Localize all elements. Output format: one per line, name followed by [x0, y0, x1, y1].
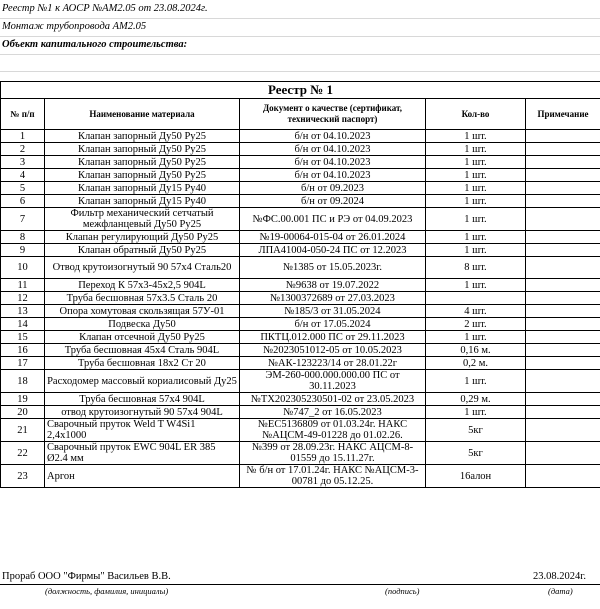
row-number: 18 [1, 370, 45, 393]
registry-table [0, 81, 600, 488]
material-name: Клапан запорный Ду15 Ру40 [45, 195, 240, 208]
quality-document: №1300372689 от 27.03.2023 [240, 292, 426, 305]
registry-table-body [1, 82, 600, 488]
table-title: Реестр № 1 [1, 82, 600, 99]
row-number: 8 [1, 231, 45, 244]
note-cell [526, 143, 600, 156]
material-name: Труба бесшовная 45х4 Сталь 904L [45, 344, 240, 357]
row-number: 22 [1, 442, 45, 465]
material-name: Клапан обратный Ду50 Ру25 [45, 244, 240, 257]
table-row [1, 257, 600, 279]
table-row [1, 318, 600, 331]
row-number: 16 [1, 344, 45, 357]
quality-document: б/н от 04.10.2023 [240, 143, 426, 156]
quantity: 1 шт. [426, 195, 526, 208]
quality-document: №АК-123223/14 от 28.01.22г [240, 357, 426, 370]
table-row [1, 156, 600, 169]
table-header-row [1, 99, 600, 130]
quantity: 1 шт. [426, 169, 526, 182]
material-name: Клапан регулирующий Ду50 Ру25 [45, 231, 240, 244]
column-header-document: Документ о качестве (сертификат, технический паспорт) [240, 99, 426, 130]
quality-document: ЛПА41004-050-24 ПС от 12.2023 [240, 244, 426, 257]
quality-document: №399 от 28.09.23г. НАКС АЦСМ-8-01559 до 15.11.27г. [240, 442, 426, 465]
quality-document: б/н от 09.2024 [240, 195, 426, 208]
row-number: 10 [1, 257, 45, 279]
row-number: 14 [1, 318, 45, 331]
signature-underline [0, 584, 600, 585]
note-cell [526, 257, 600, 279]
row-number: 7 [1, 208, 45, 231]
quality-document: №185/3 от 31.05.2024 [240, 305, 426, 318]
table-row [1, 292, 600, 305]
material-name: Опора хомутовая скользящая 57У-01 [45, 305, 240, 318]
table-row [1, 406, 600, 419]
row-number: 1 [1, 130, 45, 143]
quantity: 1 шт. [426, 331, 526, 344]
row-number: 20 [1, 406, 45, 419]
material-name: Сварочный пруток EWC 904L ER 385 Ø2.4 мм [45, 442, 240, 465]
table-row [1, 169, 600, 182]
note-cell [526, 419, 600, 442]
column-header-number: № п/п [1, 99, 45, 130]
quantity: 1 шт. [426, 130, 526, 143]
material-name: Клапан запорный Ду50 Ру25 [45, 130, 240, 143]
quality-document: № б/н от 17.01.24г. НАКС №АЦСМ-3-00781 до 05.12.25. [240, 465, 426, 488]
table-row [1, 143, 600, 156]
table-row [1, 231, 600, 244]
material-name: Подвеска Ду50 [45, 318, 240, 331]
quantity: 1 шт. [426, 156, 526, 169]
note-cell [526, 305, 600, 318]
row-number: 4 [1, 169, 45, 182]
material-name: Аргон [45, 465, 240, 488]
quantity: 1 шт. [426, 370, 526, 393]
row-number: 23 [1, 465, 45, 488]
material-name: Клапан запорный Ду50 Ру25 [45, 169, 240, 182]
note-cell [526, 244, 600, 257]
quantity: 5кг [426, 419, 526, 442]
row-number: 11 [1, 279, 45, 292]
quality-document: б/н от 04.10.2023 [240, 130, 426, 143]
note-cell [526, 318, 600, 331]
note-cell [526, 208, 600, 231]
quantity: 1 шт. [426, 208, 526, 231]
note-cell [526, 344, 600, 357]
row-number: 15 [1, 331, 45, 344]
caption-date: (дата) [548, 586, 573, 596]
material-name: Труба бесшовная 18х2 Ст 20 [45, 357, 240, 370]
note-cell [526, 393, 600, 406]
material-name: Труба бесшовная 57х4 904L [45, 393, 240, 406]
quality-document: №19-00064-015-04 от 26.01.2024 [240, 231, 426, 244]
note-cell [526, 182, 600, 195]
footer-date: 23.08.2024г. [533, 571, 586, 582]
table-row [1, 357, 600, 370]
quality-document: б/н от 04.10.2023 [240, 169, 426, 182]
note-cell [526, 195, 600, 208]
quantity: 2 шт. [426, 318, 526, 331]
row-number: 12 [1, 292, 45, 305]
quantity: 1 шт. [426, 279, 526, 292]
header-line-2: Монтаж трубопровода АМ2.05 [0, 18, 600, 37]
table-row [1, 305, 600, 318]
note-cell [526, 231, 600, 244]
quantity: 0,2 м. [426, 357, 526, 370]
quantity: 0,29 м. [426, 393, 526, 406]
quality-document: ПКТЦ.012.000 ПС от 29.11.2023 [240, 331, 426, 344]
caption-position: (должность, фамилия, инициалы) [45, 586, 169, 596]
table-row [1, 442, 600, 465]
quantity: 1 шт. [426, 143, 526, 156]
quantity: 1 шт. [426, 182, 526, 195]
table-row [1, 130, 600, 143]
note-cell [526, 279, 600, 292]
quality-document: б/н от 04.10.2023 [240, 156, 426, 169]
table-row [1, 419, 600, 442]
quality-document: №ЕС5136809 от 01.03.24г. НАКС №АЦСМ-49-01228 до 01.02.26. [240, 419, 426, 442]
quantity [426, 292, 526, 305]
column-header-quantity: Кол-во [426, 99, 526, 130]
row-number: 3 [1, 156, 45, 169]
row-number: 17 [1, 357, 45, 370]
row-number: 2 [1, 143, 45, 156]
quality-document: №2023051012-05 от 10.05.2023 [240, 344, 426, 357]
table-row [1, 244, 600, 257]
quality-document: б/н от 09.2023 [240, 182, 426, 195]
table-row [1, 195, 600, 208]
header-line-1: Реестр №1 к АОСР №АМ2.05 от 23.08.2024г. [0, 0, 600, 19]
table-row [1, 465, 600, 488]
material-name: Фильтр механический сетчатый межфланцевый Ду50 Ру25 [45, 208, 240, 231]
quality-document: №747_2 от 16.05.2023 [240, 406, 426, 419]
row-number: 6 [1, 195, 45, 208]
quality-document: б/н от 17.05.2024 [240, 318, 426, 331]
note-cell [526, 292, 600, 305]
table-row [1, 393, 600, 406]
column-header-material: Наименование материала [45, 99, 240, 130]
note-cell [526, 331, 600, 344]
material-name: Клапан запорный Ду15 Ру40 [45, 182, 240, 195]
material-name: Клапан запорный Ду50 Ру25 [45, 143, 240, 156]
table-row [1, 370, 600, 393]
quantity: 4 шт. [426, 305, 526, 318]
quality-document: №1385 от 15.05.2023г. [240, 257, 426, 279]
row-number: 13 [1, 305, 45, 318]
quality-document: №9638 от 19.07.2022 [240, 279, 426, 292]
material-name: Отвод крутоизогнутый 90 57х4 Сталь20 [45, 257, 240, 279]
row-number: 21 [1, 419, 45, 442]
quantity: 1 шт. [426, 244, 526, 257]
quantity: 1 шт. [426, 406, 526, 419]
material-name: Расходомер массовый кориалисовый Ду25 [45, 370, 240, 393]
material-name: Клапан отсечной Ду50 Ру25 [45, 331, 240, 344]
table-row [1, 208, 600, 231]
quantity: 16алон [426, 465, 526, 488]
material-name: Переход К 57х3-45х2,5 904L [45, 279, 240, 292]
note-cell [526, 442, 600, 465]
empty-grid-row [0, 54, 600, 72]
quantity: 1 шт. [426, 231, 526, 244]
table-row [1, 279, 600, 292]
quantity: 0,16 м. [426, 344, 526, 357]
table-row [1, 182, 600, 195]
column-header-note: Примечание [526, 99, 600, 130]
footer-signer: Прораб ООО "Фирмы" Васильев В.В. [2, 571, 171, 582]
note-cell [526, 357, 600, 370]
row-number: 5 [1, 182, 45, 195]
material-name: Сварочный пруток Weld T W4Si1 2,4х1000 [45, 419, 240, 442]
note-cell [526, 169, 600, 182]
note-cell [526, 130, 600, 143]
material-name: Клапан запорный Ду50 Ру25 [45, 156, 240, 169]
table-row [1, 344, 600, 357]
quality-document: №TX202305230501-02 от 23.05.2023 [240, 393, 426, 406]
material-name: Труба бесшовная 57х3.5 Сталь 20 [45, 292, 240, 305]
quantity: 5кг [426, 442, 526, 465]
quality-document: ЭМ-260-000.000.000.00 ПС от 30.11.2023 [240, 370, 426, 393]
note-cell [526, 370, 600, 393]
note-cell [526, 465, 600, 488]
header-object-label: Объект капитального строительства: [0, 36, 600, 55]
note-cell [526, 156, 600, 169]
table-row [1, 331, 600, 344]
quality-document: №ФС.00.001 ПС и РЭ от 04.09.2023 [240, 208, 426, 231]
row-number: 9 [1, 244, 45, 257]
material-name: отвод крутоизогнутый 90 57х4 904L [45, 406, 240, 419]
quantity: 8 шт. [426, 257, 526, 279]
row-number: 19 [1, 393, 45, 406]
table-title-row [1, 82, 600, 99]
caption-signature: (подпись) [385, 586, 420, 596]
note-cell [526, 406, 600, 419]
